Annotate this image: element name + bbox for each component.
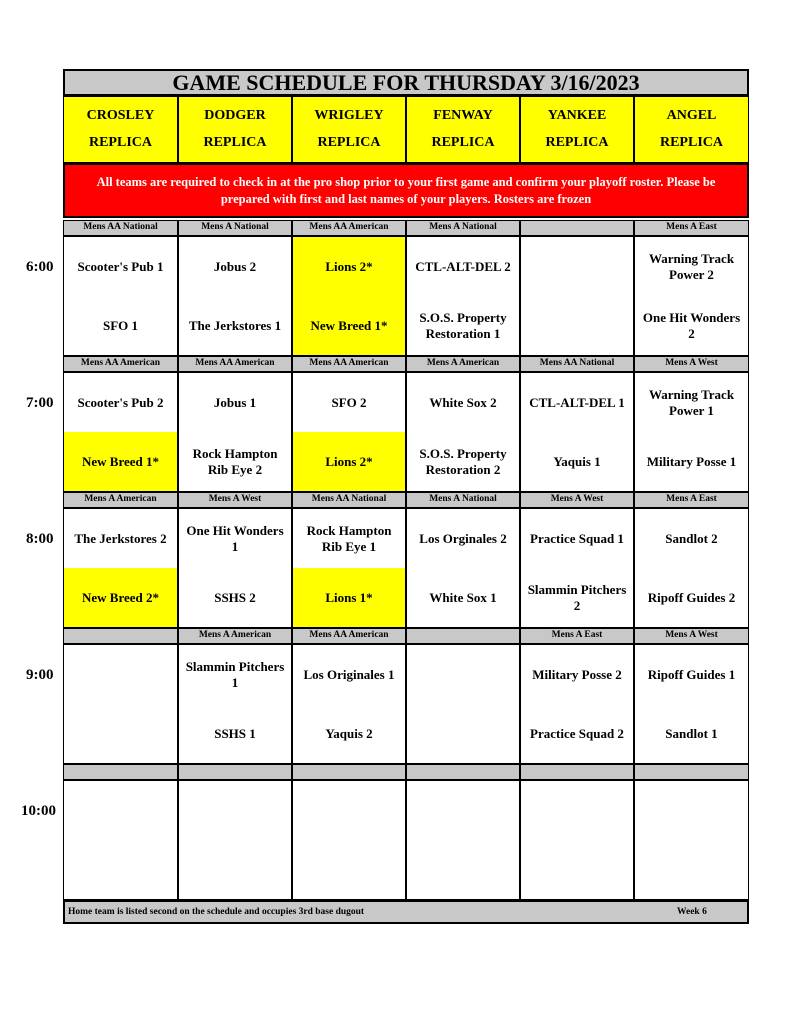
empty-game-cell bbox=[178, 780, 292, 900]
division-label: Mens AA American bbox=[292, 220, 406, 236]
field-header-3 bbox=[292, 96, 406, 163]
field-subtitle: REPLICA bbox=[317, 134, 381, 150]
home-team: Practice Squad 2 bbox=[530, 725, 624, 741]
time-label: 8:00 bbox=[26, 531, 54, 547]
division-label: Mens A West bbox=[634, 628, 749, 644]
division-label bbox=[63, 764, 178, 780]
home-team: New Breed 2* bbox=[64, 568, 177, 627]
division-label bbox=[292, 764, 406, 780]
away-team: CTL-ALT-DEL 1 bbox=[529, 394, 625, 410]
field-name: FENWAY bbox=[433, 108, 493, 124]
division-label: Mens AA American bbox=[292, 628, 406, 644]
field-header-1 bbox=[63, 96, 178, 163]
division-label: Mens A National bbox=[178, 220, 292, 236]
home-team: Slammin Pitchers 2 bbox=[527, 581, 627, 613]
home-team: New Breed 1* bbox=[64, 432, 177, 491]
division-label: Mens A American bbox=[406, 356, 520, 372]
division-label: Mens AA American bbox=[292, 356, 406, 372]
away-team: Scooter's Pub 2 bbox=[77, 394, 164, 410]
field-header-2 bbox=[178, 96, 292, 163]
field-subtitle: REPLICA bbox=[545, 134, 609, 150]
away-team: Military Posse 2 bbox=[532, 666, 622, 682]
home-team: Yaquis 1 bbox=[553, 453, 601, 469]
away-team: Warning Track Power 2 bbox=[648, 250, 735, 282]
division-label: Mens A West bbox=[178, 492, 292, 508]
field-name: ANGEL bbox=[666, 108, 717, 124]
away-team: Rock Hampton Rib Eye 1 bbox=[306, 522, 392, 554]
field-header-6 bbox=[634, 96, 749, 163]
field-subtitle: REPLICA bbox=[203, 134, 267, 150]
home-team: New Breed 1* bbox=[293, 296, 405, 355]
field-name: YANKEE bbox=[547, 108, 607, 124]
footer-bar bbox=[63, 900, 749, 924]
field-subtitle: REPLICA bbox=[659, 134, 723, 150]
division-label: Mens A National bbox=[406, 492, 520, 508]
field-name: DODGER bbox=[204, 108, 266, 124]
division-label: Mens AA American bbox=[178, 356, 292, 372]
away-team: CTL-ALT-DEL 2 bbox=[415, 258, 511, 274]
away-team: White Sox 2 bbox=[429, 394, 497, 410]
away-team: Slammin Pitchers 1 bbox=[185, 658, 285, 690]
empty-game-cell bbox=[520, 780, 634, 900]
away-team: Ripoff Guides 1 bbox=[647, 666, 736, 682]
division-label bbox=[634, 764, 749, 780]
empty-game-cell bbox=[63, 780, 178, 900]
away-team: Los Orginales 2 bbox=[419, 530, 507, 546]
division-label: Mens A West bbox=[520, 492, 634, 508]
away-team: Jobus 1 bbox=[213, 394, 257, 410]
away-team bbox=[64, 645, 177, 704]
home-team: Ripoff Guides 2 bbox=[647, 589, 736, 605]
home-team: S.O.S. Property Restoration 2 bbox=[419, 445, 507, 477]
check-in-notice: All teams are required to check in at the pro shop prior to your first game and confirm your playoff roster. Please be prepared with first and last names of your players. Rosters are frozen bbox=[63, 163, 749, 218]
division-label bbox=[520, 764, 634, 780]
page-title: GAME SCHEDULE FOR THURSDAY 3/16/2023 bbox=[63, 69, 749, 96]
away-team: Jobus 2 bbox=[213, 258, 257, 274]
empty-game-cell bbox=[406, 780, 520, 900]
home-team: SSHS 2 bbox=[214, 589, 256, 605]
empty-game-cell bbox=[634, 780, 749, 900]
division-label bbox=[520, 220, 634, 236]
time-label: 9:00 bbox=[26, 667, 54, 683]
division-label: Mens A East bbox=[634, 492, 749, 508]
home-team: Military Posse 1 bbox=[646, 453, 737, 469]
home-team bbox=[64, 704, 177, 763]
field-subtitle: REPLICA bbox=[88, 134, 152, 150]
division-label: Mens A American bbox=[63, 492, 178, 508]
home-team bbox=[521, 296, 633, 355]
time-label: 7:00 bbox=[26, 395, 54, 411]
away-team bbox=[407, 645, 519, 704]
division-label bbox=[63, 628, 178, 644]
home-team: The Jerkstores 1 bbox=[188, 317, 282, 333]
field-header-5 bbox=[520, 96, 634, 163]
home-team: SFO 1 bbox=[102, 317, 139, 333]
division-label: Mens AA American bbox=[63, 356, 178, 372]
home-team: S.O.S. Property Restoration 1 bbox=[419, 309, 507, 341]
field-header-4 bbox=[406, 96, 520, 163]
home-team: Lions 1* bbox=[293, 568, 405, 627]
away-team: Warning Track Power 1 bbox=[648, 386, 735, 418]
division-label: Mens A West bbox=[634, 356, 749, 372]
division-label: Mens A East bbox=[520, 628, 634, 644]
away-team: One Hit Wonders 1 bbox=[186, 522, 284, 554]
division-label: Mens AA National bbox=[520, 356, 634, 372]
home-team bbox=[407, 704, 519, 763]
home-team: SSHS 1 bbox=[214, 725, 256, 741]
field-name: CROSLEY bbox=[86, 108, 155, 124]
field-subtitle: REPLICA bbox=[431, 134, 495, 150]
division-label: Mens AA National bbox=[292, 492, 406, 508]
home-team: Rock Hampton Rib Eye 2 bbox=[192, 445, 278, 477]
division-label: Mens A National bbox=[406, 220, 520, 236]
home-team: Yaquis 2 bbox=[325, 725, 373, 741]
away-team: SFO 2 bbox=[331, 394, 367, 410]
time-label: 6:00 bbox=[26, 259, 54, 275]
field-name: WRIGLEY bbox=[314, 108, 384, 124]
away-team: Sandlot 2 bbox=[665, 530, 718, 546]
division-label bbox=[406, 628, 520, 644]
home-team-note: Home team is listed second on the schedule and occupies 3rd base dugout bbox=[68, 907, 365, 917]
week-label: Week 6 bbox=[677, 907, 707, 917]
home-team: Lions 2* bbox=[293, 432, 405, 491]
away-team: Lions 2* bbox=[293, 237, 405, 296]
away-team: Scooter's Pub 1 bbox=[77, 258, 164, 274]
away-team: Practice Squad 1 bbox=[530, 530, 624, 546]
division-label: Mens A American bbox=[178, 628, 292, 644]
home-team: White Sox 1 bbox=[429, 589, 497, 605]
division-label: Mens A East bbox=[634, 220, 749, 236]
division-label: Mens AA National bbox=[63, 220, 178, 236]
division-label bbox=[178, 764, 292, 780]
division-label bbox=[406, 764, 520, 780]
away-team: Los Originales 1 bbox=[303, 666, 395, 682]
away-team: The Jerkstores 2 bbox=[74, 530, 167, 546]
home-team: One Hit Wonders 2 bbox=[642, 309, 741, 341]
empty-game-cell bbox=[292, 780, 406, 900]
time-label: 10:00 bbox=[21, 803, 56, 819]
home-team: Sandlot 1 bbox=[665, 725, 718, 741]
away-team bbox=[521, 237, 633, 296]
